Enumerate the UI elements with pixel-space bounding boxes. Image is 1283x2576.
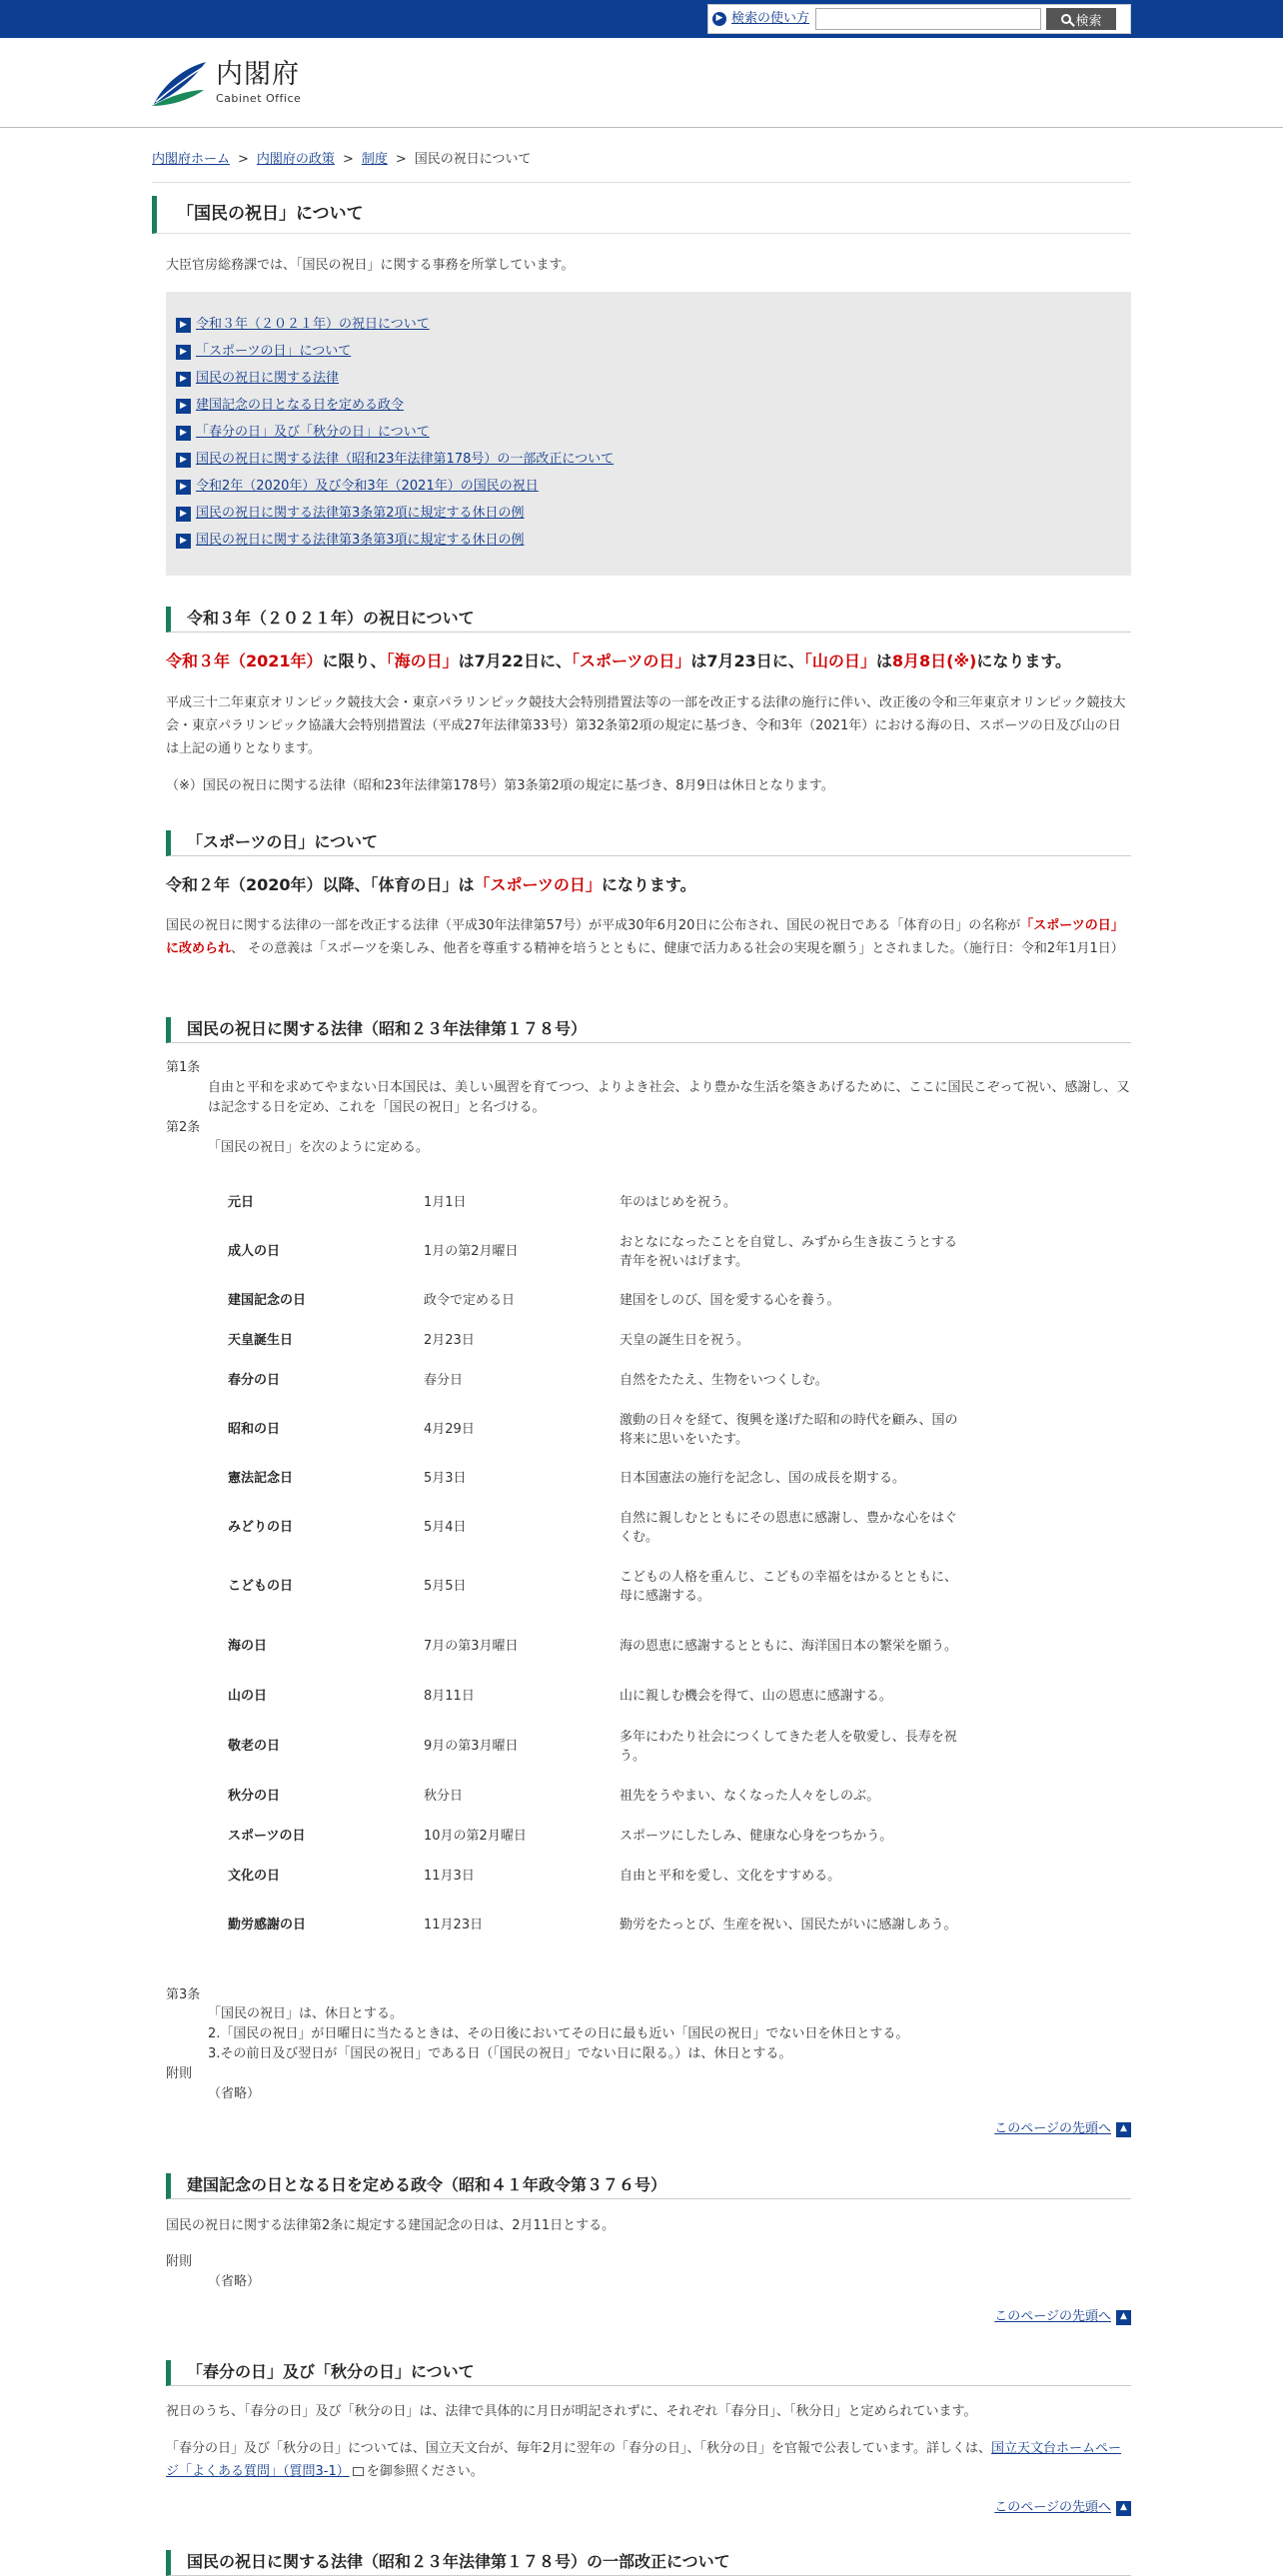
lead-text: に限り、	[322, 651, 387, 670]
chevron-up-icon: ▲	[1116, 2310, 1131, 2325]
article-3-text-3: 3.その前日及び翌日が「国民の祝日」である日（「国民の祝日」でない日に限る。）は、休日とする。	[208, 2046, 792, 2061]
holiday-description: 多年にわたり社会につくしてきた老人を敬愛し、長寿を祝う。	[620, 1729, 957, 1764]
chevron-right-icon: ▶	[176, 426, 191, 441]
back-to-top-label: このページの先頭へ	[994, 2500, 1111, 2515]
lead-text: になります。	[601, 875, 696, 894]
holiday-date: 1月の第2月曜日	[424, 1243, 519, 1259]
link-item	[176, 447, 1121, 474]
chevron-right-icon: ▶	[176, 345, 191, 360]
lead-date-note: 8月8日(※)	[891, 651, 977, 670]
holiday-description: こどもの人格を重んじ、こどもの幸福をはかるとともに、母に感謝する。	[620, 1569, 958, 1604]
article-2-label: 第2条	[166, 1120, 201, 1135]
holiday-date: 5月3日	[424, 1470, 467, 1486]
chevron-right-icon: ▶	[176, 399, 191, 414]
holiday-date: 11月23日	[424, 1917, 484, 1932]
lead-text: は	[690, 651, 707, 670]
lead-umi: 「海の日」	[386, 651, 459, 670]
intro-text: 大臣官房総務課では、「国民の祝日」に関する事務を所掌しています。	[166, 258, 575, 273]
link-item	[176, 528, 1121, 555]
holiday-name: 勤労感謝の日	[228, 1917, 307, 1932]
foundation-day-text: 国民の祝日に関する法律第2条に規定する建国記念の日は、2月11日とする。	[166, 2218, 616, 2233]
search-help-link[interactable]	[712, 9, 809, 29]
equinox-para-2	[166, 2438, 1131, 2484]
para-sports-day	[166, 915, 1131, 961]
holiday-date: 4月29日	[424, 1421, 475, 1437]
nao-faq-link[interactable]: 国立天文台ホームページ「よくある質問」（質問3-1）	[166, 2441, 1121, 2479]
supplementary-text: （省略）	[208, 2086, 261, 2101]
lead-2021-year: 令和３年（2021年）	[166, 651, 323, 670]
table-row	[210, 1557, 981, 1617]
para-2021: 平成三十二年東京オリンピック競技大会・東京パラリンピック競技大会特別措置法等の一部を改正する法律の施行に伴い、改正後の令和三年東京オリンピック競技大会・東京パラリンピック協議大会特別措置法（平成27年法律第33号）第32条第2項の規定に基づき、令和3年（2021年）における海の日、スポーツの日及び山の日は上記の通りとなります。	[166, 695, 1126, 756]
holiday-name: 海の日	[228, 1638, 268, 1654]
search-button-label: 検索	[1075, 13, 1102, 29]
table-row	[210, 1223, 981, 1281]
table-row	[210, 1499, 981, 1557]
link-2020-2021-holidays[interactable]: 令和2年（2020年）及び令和3年（2021年）の国民の祝日	[196, 479, 539, 495]
lead-date: 7月23日	[706, 651, 772, 670]
breadcrumb: 内閣府ホーム > 内閣府の政策 > 制度 > 国民の祝日について	[152, 150, 1131, 183]
holiday-description: スポーツにしたしみ、健康な心身をつちかう。	[620, 1829, 893, 1845]
holiday-name: 秋分の日	[228, 1788, 281, 1804]
top-bar	[0, 0, 1283, 38]
search-input[interactable]	[815, 8, 1041, 30]
holiday-name: 春分の日	[228, 1372, 281, 1388]
chevron-right-icon: ▶	[176, 507, 191, 522]
table-row	[210, 1717, 981, 1777]
heading-equinox-days: 「春分の日」及び「秋分の日」について	[166, 2360, 1131, 2386]
para-text: 、 その意義は「スポーツを楽しみ、他者を尊重する精神を培うとともに、健康で活力ある社会の実現を願う」とされました。（施行日：令和2年1月1日）	[231, 940, 1124, 956]
back-to-top-link[interactable]	[994, 2119, 1131, 2139]
holiday-name: 敬老の日	[228, 1738, 281, 1754]
holiday-name: 昭和の日	[228, 1421, 281, 1437]
table-row	[210, 1617, 981, 1677]
link-item	[176, 393, 1121, 420]
chevron-right-icon: ▶	[176, 534, 191, 549]
link-equinox-days[interactable]: 「春分の日」及び「秋分の日」について	[196, 425, 430, 441]
holiday-description: 日本国憲法の施行を記念し、国の成長を期する。	[620, 1471, 906, 1487]
breadcrumb-systems[interactable]: 制度	[361, 152, 388, 167]
page-title: 「国民の祝日」について	[152, 196, 1131, 234]
holiday-description: 自由と平和を愛し、文化をすすめる。	[620, 1869, 841, 1885]
heading-sports-day: 「スポーツの日」について	[166, 830, 1131, 856]
holiday-date: 10月の第2月曜日	[424, 1828, 527, 1844]
holiday-date: 5月5日	[424, 1578, 467, 1594]
lead-2021	[166, 649, 1131, 674]
chevron-right-icon: ▶	[176, 372, 191, 387]
site-header	[0, 38, 1283, 128]
article-3-text-1: 「国民の祝日」は、休日とする。	[208, 2006, 404, 2021]
holiday-name: 成人の日	[228, 1243, 281, 1259]
lead-text: に、	[771, 651, 804, 670]
holiday-date: 5月4日	[424, 1519, 467, 1535]
link-foundation-day[interactable]: 建国記念の日となる日を定める政令	[196, 398, 405, 414]
holiday-date: 秋分日	[424, 1788, 464, 1804]
breadcrumb-current: 国民の祝日について	[414, 152, 532, 167]
table-row	[210, 1897, 981, 1954]
link-holiday-law[interactable]: 国民の祝日に関する法律	[196, 371, 340, 387]
article-3-text-2: 2.「国民の祝日」が日曜日に当たるときは、その日後においてその日に最も近い「国民の祝日」でない日を休日とする。	[208, 2026, 909, 2041]
supplementary-text: （省略）	[208, 2274, 261, 2289]
holiday-name: こどもの日	[228, 1578, 294, 1594]
breadcrumb-home[interactable]: 内閣府ホーム	[152, 152, 231, 167]
chevron-up-icon: ▲	[1116, 2122, 1131, 2137]
search-icon	[1061, 14, 1071, 24]
logo-japanese: 内閣府	[216, 59, 300, 91]
table-row	[210, 1321, 981, 1361]
holiday-date: 9月の第3月曜日	[424, 1738, 519, 1754]
holiday-description: おとなになったことを自覚し、みずから生き抜こうとする青年を祝いはげます。	[620, 1234, 958, 1269]
link-item	[176, 339, 1121, 366]
section-links	[166, 292, 1131, 576]
lead-text: になります。	[976, 651, 1072, 670]
holiday-description: 祖先をうやまい、なくなった人々をしのぶ。	[620, 1789, 880, 1805]
chevron-right-icon: ▶	[712, 12, 726, 26]
holiday-name: 天皇誕生日	[228, 1332, 294, 1348]
table-row	[210, 1777, 981, 1817]
heading-law-amendment: 国民の祝日に関する法律（昭和２３年法律第１７８号）の一部改正について	[166, 2550, 1131, 2576]
holiday-description: 年のはじめを祝う。	[620, 1195, 737, 1211]
lead-text: は	[875, 651, 892, 670]
link-2021-holidays[interactable]: 令和３年（２０２１年）の祝日について	[196, 317, 430, 333]
heading-foundation-day: 建国記念の日となる日を定める政令（昭和４１年政令第３７６号）	[166, 2173, 1131, 2199]
external-link-icon	[353, 2467, 364, 2476]
table-row	[210, 1281, 981, 1321]
para-text: 「春分の日」及び「秋分の日」については、国立天文台が、毎年2月に翌年の「春分の日」、「秋分の日」を官報で公表しています。詳しくは、	[166, 2441, 991, 2456]
table-row	[210, 1857, 981, 1897]
chevron-up-icon: ▲	[1116, 2501, 1131, 2516]
holiday-date: 11月3日	[424, 1868, 475, 1884]
lead-text: 令和２年（2020年）以降、「体育の日」は	[166, 875, 475, 894]
table-row	[210, 1459, 981, 1499]
search-help-label: 検索の使い方	[731, 10, 810, 26]
lead-sports: 「スポーツの日」	[474, 875, 602, 894]
holiday-description: 自然に親しむとともにその恩恵に感謝し、豊かな心をはぐくむ。	[620, 1510, 958, 1545]
table-row	[210, 1183, 981, 1223]
back-to-top-label: このページの先頭へ	[994, 2121, 1111, 2136]
table-row	[210, 1361, 981, 1401]
supplementary-label: 附則	[166, 2066, 193, 2081]
holiday-name: 山の日	[228, 1688, 268, 1704]
link-art3-3-examples[interactable]: 国民の祝日に関する法律第3条第3項に規定する休日の例	[196, 533, 525, 549]
lead-sports-day	[166, 873, 1131, 898]
chevron-right-icon: ▶	[176, 453, 191, 468]
note-2021: （※）国民の祝日に関する法律（昭和23年法律第178号）第3条第2項の規定に基づき、8月9日は休日となります。	[166, 778, 834, 793]
search-box	[707, 4, 1131, 34]
holiday-description: 建国をしのび、国を愛する心を養う。	[620, 1293, 840, 1309]
holiday-date: 1月1日	[424, 1194, 467, 1210]
chevron-right-icon: ▶	[176, 318, 191, 333]
holiday-table	[210, 1183, 981, 1954]
holiday-description: 海の恩恵に感謝するとともに、海洋国日本の繁栄を願う。	[620, 1639, 958, 1655]
holiday-description: 天皇の誕生日を祝う。	[620, 1333, 750, 1349]
search-button[interactable]	[1046, 8, 1116, 30]
link-law-amendment[interactable]: 国民の祝日に関する法律（昭和23年法律第178号）の一部改正について	[196, 452, 615, 468]
link-item	[176, 474, 1121, 501]
holiday-name: 文化の日	[228, 1868, 281, 1884]
link-item	[176, 420, 1121, 447]
para-emphasis: 「スポーツの日」に改められ	[166, 918, 1124, 956]
link-item	[176, 501, 1121, 528]
heading-2021: 令和３年（２０２１年）の祝日について	[166, 607, 1131, 633]
chevron-right-icon: ▶	[176, 480, 191, 495]
holiday-date: 2月23日	[424, 1332, 475, 1348]
cabinet-office-logo[interactable]	[150, 60, 301, 108]
article-3-label: 第3条	[166, 1987, 201, 2002]
lead-text: は	[458, 651, 475, 670]
holiday-date: 7月の第3月曜日	[424, 1638, 519, 1654]
link-item	[176, 312, 1121, 339]
para-text: 国民の祝日に関する法律の一部を改正する法律（平成30年法律第57号）が平成30年6月20日に公布され、国民の祝日である「体育の日」の名称が	[166, 918, 1021, 933]
breadcrumb-policies[interactable]: 内閣府の政策	[256, 152, 335, 167]
equinox-para-1: 祝日のうち、「春分の日」及び「秋分の日」は、法律で具体的に月日が明記されずに、それぞれ「春分日」、「秋分日」と定められています。	[166, 2404, 977, 2419]
holiday-name: 建国記念の日	[228, 1292, 307, 1308]
holiday-name: 元日	[228, 1194, 255, 1210]
article-1-text: 自由と平和を求めてやまない日本国民は、美しい風習を育てつつ、よりよき社会、より豊かな生活を築きあげるために、ここに国民こぞって祝い、感謝し、又は記念する日を定め、これを「国民の祝日」と名づける。	[208, 1080, 1130, 1115]
back-to-top-label: このページの先頭へ	[994, 2309, 1111, 2324]
link-art3-2-examples[interactable]: 国民の祝日に関する法律第3条第2項に規定する休日の例	[196, 506, 525, 522]
article-1-label: 第1条	[166, 1060, 201, 1075]
link-sports-day[interactable]: 「スポーツの日」について	[196, 344, 352, 360]
lead-yama: 「山の日」	[803, 651, 876, 670]
holiday-name: 憲法記念日	[228, 1470, 294, 1486]
holiday-description: 山に親しむ機会を得て、山の恩恵に感謝する。	[620, 1689, 892, 1705]
lead-sports: 「スポーツの日」	[572, 651, 691, 670]
lead-text: に、	[540, 651, 573, 670]
lead-date: 7月22日	[474, 651, 540, 670]
holiday-description: 激動の日々を経て、復興を遂げた昭和の時代を顧み、国の将来に思いをいたす。	[620, 1412, 958, 1447]
table-row	[210, 1401, 981, 1459]
link-item	[176, 366, 1121, 393]
logo-leaf-icon	[150, 60, 208, 108]
supplementary-label: 附則	[166, 2254, 193, 2269]
holiday-date: 政令で定める日	[424, 1292, 516, 1308]
table-row	[210, 1817, 981, 1857]
holiday-description: 勤労をたっとび、生産を祝い、国民たがいに感謝しあう。	[620, 1918, 957, 1933]
holiday-description: 自然をたたえ、生物をいつくしむ。	[620, 1373, 828, 1389]
back-to-top-link[interactable]	[994, 2307, 1131, 2327]
article-2-text: 「国民の祝日」を次のように定める。	[208, 1140, 430, 1155]
holiday-date: 春分日	[424, 1372, 464, 1388]
holiday-date: 8月11日	[424, 1688, 475, 1704]
table-row	[210, 1677, 981, 1717]
holiday-name: みどりの日	[228, 1519, 294, 1535]
holiday-name: スポーツの日	[228, 1828, 306, 1844]
back-to-top-link[interactable]	[994, 2498, 1131, 2518]
para-text: を御参照ください。	[366, 2463, 484, 2479]
logo-english: Cabinet Office	[216, 91, 302, 105]
heading-holiday-law: 国民の祝日に関する法律（昭和２３年法律第１７８号）	[166, 1017, 1131, 1043]
